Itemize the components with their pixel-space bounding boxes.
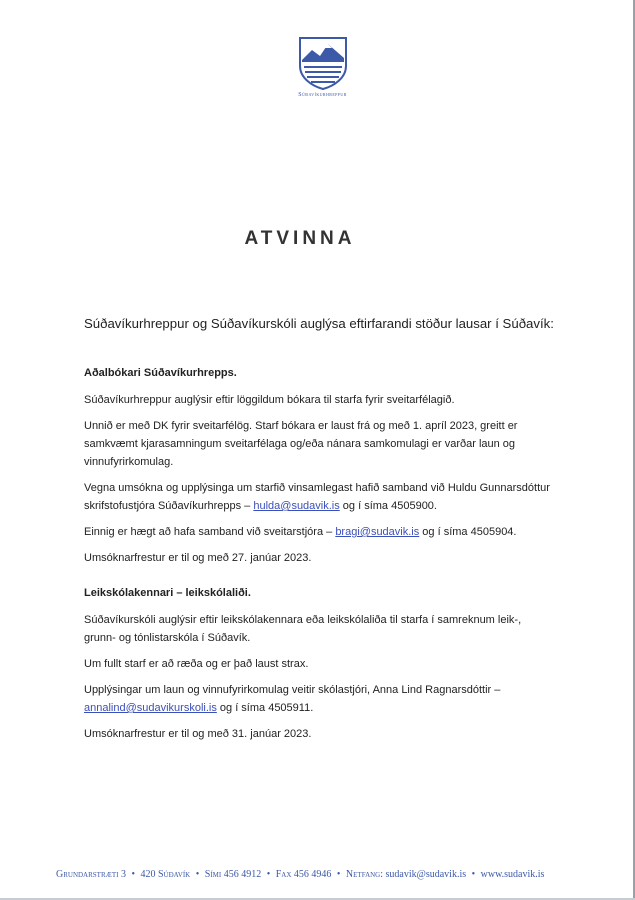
footer-email[interactable]: sudavik@sudavik.is (385, 869, 467, 880)
footer-postal: 420 Súðavík (140, 869, 191, 880)
page-title: ATVINNA (244, 228, 356, 249)
paragraph-text: Einnig er hægt að hafa samband við sveitarstjóra – (84, 526, 336, 538)
deadline-text: Umsóknarfrestur er til og með 31. janúar 2023. (84, 728, 312, 740)
bullet-separator: • (471, 869, 476, 880)
paragraph-text: Upplýsingar um laun og vinnufyrirkomulag veitir skólastjóri, Anna Lind Ragnarsdóttir – (84, 684, 501, 696)
logo-caption: Súðavíkurhreppur (298, 92, 347, 98)
paragraph: Súðavíkurhreppur auglýsir eftir löggildum bókara til starfa fyrir sveitarfélagið. (84, 394, 455, 406)
contact-paragraph (84, 479, 554, 515)
paragraph-text: og í síma 4505900. (339, 500, 437, 512)
bullet-separator: • (266, 869, 271, 880)
paragraph-text: og í síma 4505911. (216, 702, 314, 714)
email-link[interactable]: hulda@sudavik.is (253, 500, 340, 512)
bullet-separator: • (336, 869, 341, 880)
bullet-separator: • (131, 869, 135, 880)
contact-paragraph (84, 681, 554, 717)
section-heading: Aðalbókari Súðavíkurhrepps. (84, 367, 237, 379)
footer-fax: 456 4946 (293, 869, 332, 880)
footer-address: Grundarstræti 3 (56, 869, 126, 880)
contact-paragraph (84, 523, 554, 541)
email-link[interactable]: annalind@sudavikurskoli.is (84, 702, 217, 714)
job-section-accountant (84, 364, 554, 575)
footer-phone-label: Sími (204, 869, 222, 880)
footer-email-label: Netfang: (345, 869, 384, 880)
footer-contact (56, 869, 616, 880)
paragraph-text: Vegna umsókna og upplýsinga um starfið vinsamlegast hafið samband við Huldu Gunnarsdóttur skrifstofustjóra Súðavíkurhrepps – (84, 482, 550, 512)
bullet-separator: • (195, 869, 200, 880)
email-link[interactable]: bragi@sudavik.is (335, 526, 420, 538)
intro-text: Súðavíkurhreppur og Súðavíkurskóli auglýsa eftirfarandi stöður lausar í Súðavík: (84, 316, 554, 331)
paragraph: Um fullt starf er að ræða og er það laust strax. (84, 658, 309, 670)
paragraph: Súðavíkurskóli auglýsir eftir leikskólakennara eða leikskólaliða til starfa í samreknum leik-, grunn- og tónlistarskóla í Súðavík. (84, 614, 522, 644)
paragraph-text: og í síma 4505904. (419, 526, 517, 538)
coat-of-arms-logo (298, 36, 348, 90)
job-section-preschool (84, 584, 554, 751)
footer-website[interactable]: www.sudavik.is (480, 869, 545, 880)
paragraph: Unnið er með DK fyrir sveitarfélög. Starf bókara er laust frá og með 1. apríl 2023, greitt er samkvæmt kjarasamningum sveitarfélaga og/eða nánara samkomulagi er varðar laun og vinnufyrirkomulag. (84, 420, 518, 468)
footer-fax-label: Fax (275, 869, 292, 880)
deadline-text: Umsóknarfrestur er til og með 27. janúar 2023. (84, 552, 312, 564)
footer-phone: 456 4912 (223, 869, 262, 880)
section-heading: Leikskólakennari – leikskólaliði. (84, 587, 251, 599)
